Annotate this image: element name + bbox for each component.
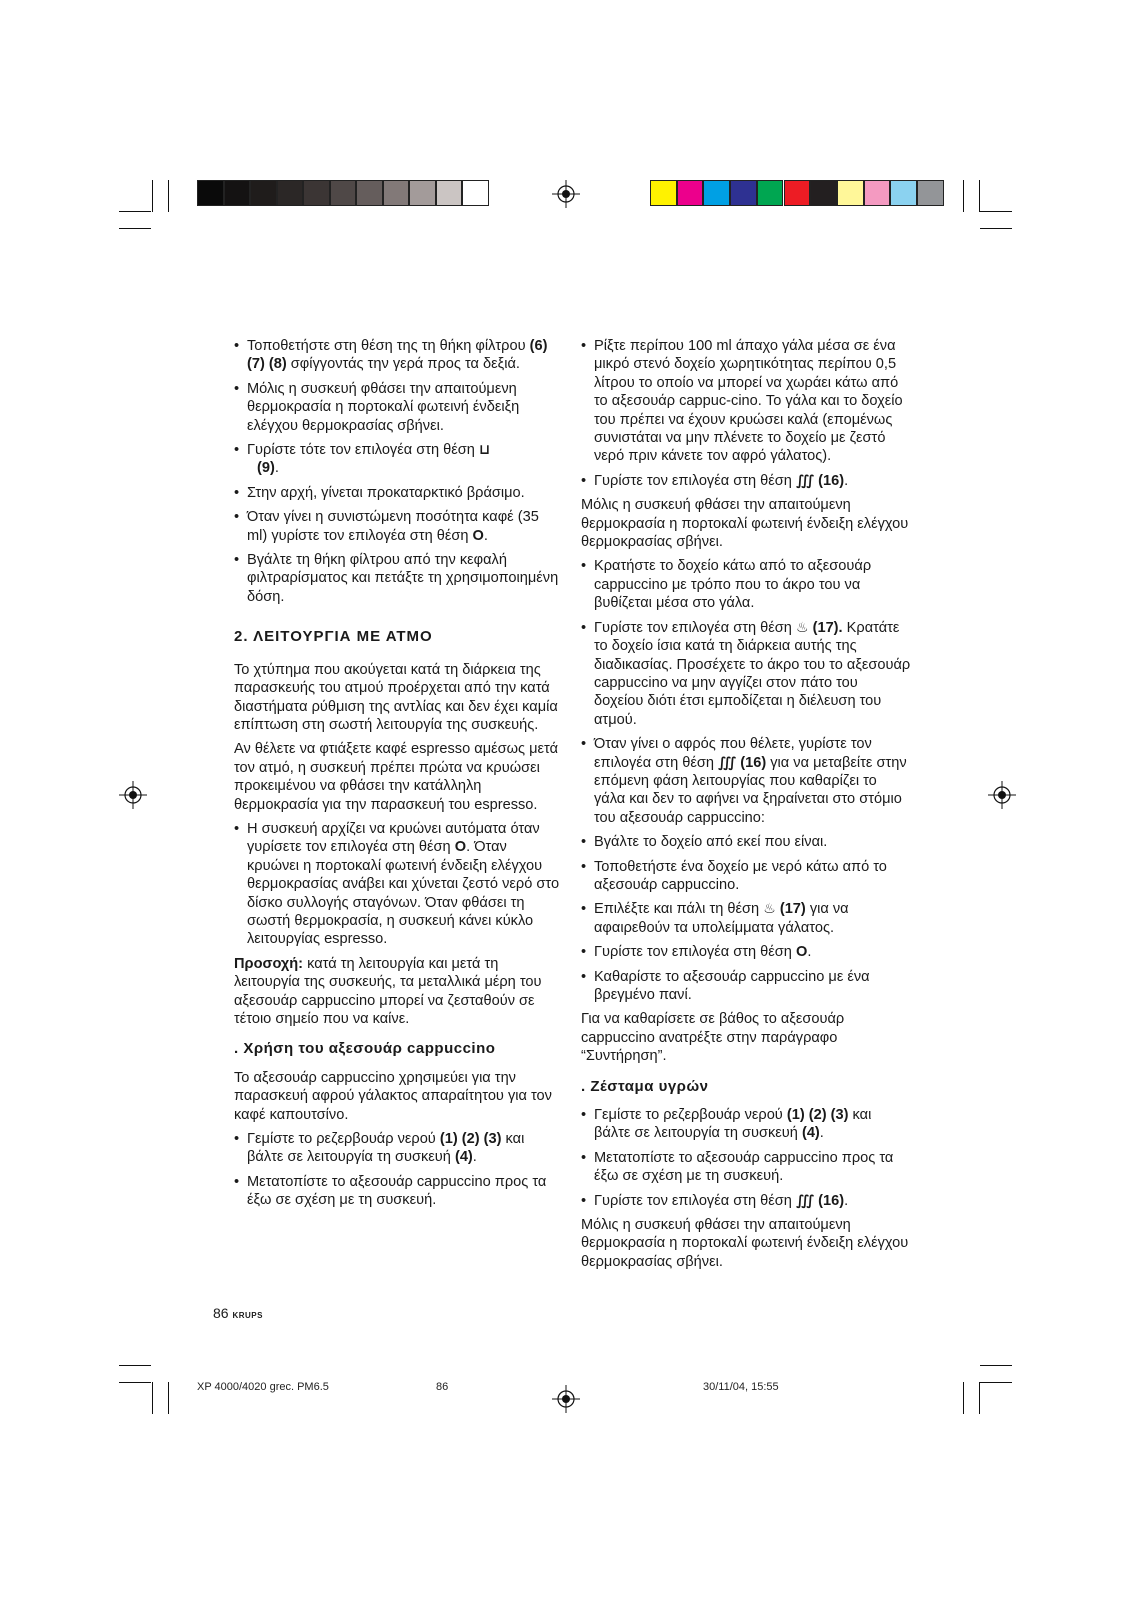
list-item: • Γεμίστε το ρεζερβουάρ νερού (1) (2) (3) και βάλτε σε λειτουργία τη συσκευή (4). bbox=[581, 1106, 911, 1143]
color-swatch bbox=[356, 180, 383, 206]
color-swatch bbox=[730, 180, 757, 206]
color-swatch bbox=[383, 180, 410, 206]
steam-output-icon: ♨ bbox=[795, 619, 809, 636]
color-swatch bbox=[250, 180, 277, 206]
list-item: • Γυρίστε τον επιλογέα στη θέση ♨ (17). Κρατάτε το δοχείο ίσια κατά τη διάρκεια αυτής της διαδικασίας. Προσέχετε το άκρο του το αξεσουάρ cappuccino να μην αγγίζει στον πάτο του δοχείου διότι έτσι εμποδίζεται η διέλευση του ατμού. bbox=[581, 619, 911, 729]
color-swatch bbox=[409, 180, 436, 206]
subsection-heading: . Χρήση του αξεσουάρ cappuccino bbox=[234, 1040, 496, 1058]
list-item: • Τοποθετήστε στη θέση της τη θήκη φίλτρου (6) (7) (8) σφίγγοντάς την γερά προς τα δεξιά. bbox=[234, 337, 562, 374]
grayscale-bar bbox=[197, 180, 489, 206]
paragraph: Αν θέλετε να φτιάξετε καφέ espresso αμέσως μετά τον ατμό, η συσκευή πρέπει πρώτα να κρυώσει προκειμένου να φθάσει την κατάλληλη θερμοκρασία για την παρασκευή του espresso. bbox=[234, 741, 559, 813]
color-swatch bbox=[703, 180, 730, 206]
color-swatch bbox=[462, 180, 489, 206]
paragraph: Μόλις η συσκευή φθάσει την απαιτούμενη θερμοκρασία η πορτοκαλί φωτεινή ένδειξη ελέγχου θερμοκρασίας σβήνει. bbox=[581, 497, 909, 551]
right-column bbox=[581, 337, 911, 1277]
paragraph: Για να καθαρίσετε σε βάθος το αξεσουάρ cappuccino ανατρέξτε στην παράγραφο “Συντήρηση”. bbox=[581, 1011, 845, 1065]
color-swatch bbox=[677, 180, 704, 206]
color-calibration-bar bbox=[650, 180, 944, 206]
color-swatch bbox=[650, 180, 677, 206]
color-swatch bbox=[757, 180, 784, 206]
color-swatch bbox=[917, 180, 944, 206]
page-footer bbox=[213, 1305, 263, 1321]
list-item: • Γυρίστε τον επιλογέα στη θέση ∭ (16). bbox=[581, 472, 911, 490]
brand-name: KRUPS bbox=[232, 1311, 263, 1320]
list-item: • Γεμίστε το ρεζερβουάρ νερού (1) (2) (3) και βάλτε σε λειτουργία τη συσκευή (4). bbox=[234, 1130, 562, 1167]
registration-mark-top-icon bbox=[552, 180, 580, 208]
color-swatch bbox=[810, 180, 837, 206]
paragraph: Το αξεσουάρ cappuccino χρησιμεύει για την παρασκευή αφρού γάλακτος απαραίτητου για τον καφέ καπουτσίνο. bbox=[234, 1069, 552, 1123]
slug-timestamp: 30/11/04, 15:55 bbox=[703, 1381, 779, 1393]
list-item: • Μόλις η συσκευή φθάσει την απαιτούμενη θερμοκρασία η πορτοκαλί φωτεινή ένδειξη ελέγχου θερμοκρασίας σβήνει. bbox=[234, 380, 562, 435]
list-item: • Βγάλτε τη θήκη φίλτρου από την κεφαλή φιλτραρίσματος και πετάξτε τη χρησιμοποιημένη δόση. bbox=[234, 551, 562, 606]
steam-position-icon: ∭ bbox=[795, 472, 815, 489]
section-heading: 2. ΛΕΙΤΟΥΡΓΙΑ ΜΕ ΑΤΜΟ bbox=[234, 628, 433, 646]
color-swatch bbox=[837, 180, 864, 206]
list-item: • Επιλέξτε και πάλι τη θέση ♨ (17) για να αφαιρεθούν τα υπολείμματα γάλατος. bbox=[581, 900, 911, 937]
steam-position-icon: ∭ bbox=[795, 1192, 815, 1209]
list-item: • Κρατήστε το δοχείο κάτω από το αξεσουάρ cappuccino με τρόπο που το άκρο του να βυθίζεται μέσα στο γάλα. bbox=[581, 557, 911, 612]
list-item: • Καθαρίστε το αξεσουάρ cappuccino με ένα βρεγμένο πανί. bbox=[581, 968, 911, 1005]
list-item: • Γυρίστε τότε τον επιλογέα στη θέση ⊔ (9). bbox=[234, 441, 562, 478]
slug-page-number: 86 bbox=[436, 1381, 449, 1393]
list-item: • Η συσκευή αρχίζει να κρυώνει αυτόματα όταν γυρίσετε τον επιλογέα στη θέση O. Όταν κρυώνει η πορτοκαλί φωτεινή ένδειξη ελέγχου θερμοκρασίας ανάβει και χύνεται ζεστό νερό στο δίσκο συλλογής σταγόνων. Όταν φθάσει τη σωστή θερμοκρασία, η συσκευή κάνει κύκλο λειτουργίας espresso. bbox=[234, 820, 562, 949]
color-swatch bbox=[330, 180, 357, 206]
paragraph: Μόλις η συσκευή φθάσει την απαιτούμενη θερμοκρασία η πορτοκαλί φωτεινή ένδειξη ελέγχου θερμοκρασίας σβήνει. bbox=[581, 1217, 909, 1270]
color-swatch bbox=[436, 180, 463, 206]
color-swatch bbox=[864, 180, 891, 206]
list-item: • Γυρίστε τον επιλογέα στη θέση ∭ (16). bbox=[581, 1192, 911, 1210]
color-swatch bbox=[197, 180, 224, 206]
registration-mark-right-icon bbox=[988, 781, 1016, 809]
list-item: • Βγάλτε το δοχείο από εκεί που είναι. bbox=[581, 833, 911, 851]
left-column bbox=[234, 337, 562, 1216]
list-item: • Τοποθετήστε ένα δοχείο με νερό κάτω από το αξεσουάρ cappuccino. bbox=[581, 858, 911, 895]
registration-mark-left-icon bbox=[119, 781, 147, 809]
color-swatch bbox=[303, 180, 330, 206]
steam-position-icon: ∭ bbox=[718, 754, 737, 771]
list-item: • Μετατοπίστε το αξεσουάρ cappuccino προς τα έξω σε σχέση με τη συσκευή. bbox=[234, 1173, 562, 1210]
page-number: 86 bbox=[213, 1305, 229, 1321]
registration-mark-bottom-icon bbox=[552, 1385, 580, 1413]
list-item: • Μετατοπίστε το αξεσουάρ cappuccino προς τα έξω σε σχέση με τη συσκευή. bbox=[581, 1149, 911, 1186]
warning-paragraph: Προσοχή: κατά τη λειτουργία και μετά τη λειτουργία της συσκευής, τα μεταλλικά μέρη του αξεσουάρ cappuccino μπορεί να ζεσταθούν σε τέτοιο σημείο που να καίνε. bbox=[234, 955, 542, 1027]
color-swatch bbox=[890, 180, 917, 206]
list-item: • Γυρίστε τον επιλογέα στη θέση O. bbox=[581, 943, 911, 961]
steam-output-icon: ♨ bbox=[763, 901, 776, 918]
color-swatch bbox=[784, 180, 811, 206]
list-item: • Στην αρχή, γίνεται προκαταρκτικό βράσιμο. bbox=[234, 484, 562, 502]
list-item: • Ρίξτε περίπου 100 ml άπαχο γάλα μέσα σε ένα μικρό στενό δοχείο χωρητικότητας περίπου 0,5 λίτρου το οποίο να μπορεί να χωράει κάτω από το αξεσουάρ cappuc-cino. Το γάλα και το δοχείο του πρέπει να έχουν κρυώσει καλά (επομένως συνιστάται να μην πλένετε το δοχείο με ζεστό νερό πριν κάνετε τον αφρό γάλατος). bbox=[581, 337, 911, 466]
color-swatch bbox=[224, 180, 251, 206]
paragraph: Το χτύπημα που ακούγεται κατά τη διάρκεια της παρασκευής του ατμού προέρχεται από την κατά διαστήματα ρύθμιση της αντλίας και δεν έχει καμία επίπτωση στη σωστή λειτουργία της συσκευής. bbox=[234, 661, 558, 733]
color-swatch bbox=[277, 180, 304, 206]
file-name: XP 4000/4020 grec. PM6.5 bbox=[197, 1381, 329, 1393]
subsection-heading: . Ζέσταμα υγρών bbox=[581, 1077, 709, 1095]
list-item: • Όταν γίνει ο αφρός που θέλετε, γυρίστε τον επιλογέα στη θέση ∭ (16) για να μεταβείτε στην επόμενη φάση λειτουργίας που καθαρίζει το γάλα και δεν το αφήνει να ξηραίνεται στο στόμιο του αξεσουάρ cappuccino: bbox=[581, 735, 911, 827]
espresso-position-icon: ⊔ bbox=[478, 442, 491, 459]
list-item: • Όταν γίνει η συνιστώμενη ποσότητα καφέ (35 ml) γυρίστε τον επιλογέα στη θέση O. bbox=[234, 508, 562, 545]
